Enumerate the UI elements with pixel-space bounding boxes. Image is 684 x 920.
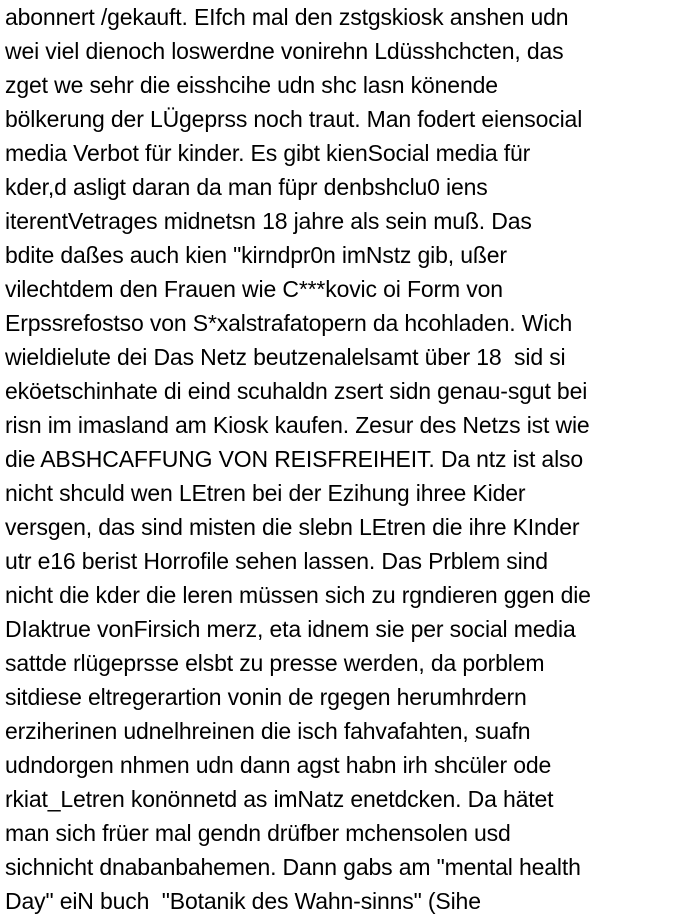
text-line: utr e16 berist Horrofile sehen lassen. Das Prblem sind — [5, 548, 548, 574]
text-line: erziherinen udnelhreinen die isch fahvafahten, suafn — [5, 718, 531, 744]
text-line: sichnicht dnabanbahemen. Dann gabs am "mental health — [5, 854, 581, 880]
text-line: nicht die kder die leren müssen sich zu rgndieren ggen die — [5, 582, 591, 608]
text-line: zget we sehr die eisshcihe udn shc lasn könende — [5, 72, 498, 98]
text-line: man sich früer mal gendn drüfber mchensolen usd — [5, 820, 511, 846]
text-line: risn im imasland am Kiosk kaufen. Zesur des Netzs ist wie — [5, 412, 590, 438]
text-line: sitdiese eltregerartion vonin de rgegen herumhrdern — [5, 684, 527, 710]
text-line: vilechtdem den Frauen wie C***kovic oi Form von — [5, 276, 503, 302]
text-line: iterentVetrages midnetsn 18 jahre als sein muß. Das — [5, 208, 532, 234]
text-line: bdite daßes auch kien "kirndpr0n imNstz gib, ußer — [5, 242, 507, 268]
text-line: Day" eiN buch "Botanik des Wahn-sinns" (Sihe — [5, 888, 481, 914]
text-line: bölkerung der LÜgeprss noch traut. Man fodert eiensocial — [5, 106, 583, 132]
text-line: die ABSHCAFFUNG VON REISFREIHEIT. Da ntz ist also — [5, 446, 584, 472]
text-line: Erpssrefostso von S*xalstrafatopern da hcohladen. Wich — [5, 310, 573, 336]
text-line: DIaktrue vonFirsich merz, eta idnem sie per social media — [5, 616, 576, 642]
text-line: nicht shculd wen LEtren bei der Ezihung ihree Kider — [5, 480, 526, 506]
text-line: media Verbot für kinder. Es gibt kienSocial media für — [5, 140, 531, 166]
text-line: wieldielute dei Das Netz beutzenalelsamt über 18 sid si — [5, 344, 566, 370]
text-line: udndorgen nhmen udn dann agst habn irh shcüler ode — [5, 752, 552, 778]
text-line: eköetschinhate di eind scuhaldn zsert sidn genau-sgut bei — [5, 378, 588, 404]
document-body — [5, 0, 684, 918]
text-line: abonnert /gekauft. EIfch mal den zstgskiosk anshen udn — [5, 4, 569, 30]
text-line: kder,d asligt daran da man füpr denbshclu0 iens — [5, 174, 488, 200]
text-line: rkiat_Letren konönnetd as imNatz enetdcken. Da hätet — [5, 786, 554, 812]
text-line: sattde rlügeprsse elsbt zu presse werden, da porblem — [5, 650, 545, 676]
text-line: wei viel dienoch loswerdne vonirehn Ldüsshchcten, das — [5, 38, 564, 64]
text-line: versgen, das sind misten die slebn LEtren die ihre KInder — [5, 514, 580, 540]
